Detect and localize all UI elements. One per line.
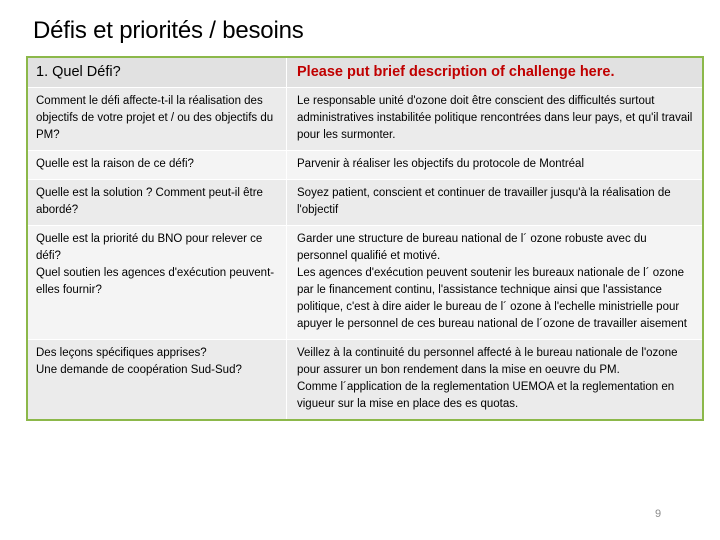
question-cell: Des leçons spécifiques apprises? Une demande de coopération Sud-Sud? bbox=[27, 340, 287, 421]
question-cell: Quelle est la raison de ce défi? bbox=[27, 151, 287, 180]
answer-cell: Soyez patient, conscient et continuer de travailler jusqu'à la réalisation de l'objectif bbox=[287, 180, 704, 226]
answer-cell: Garder une structure de bureau national de l´ ozone robuste avec du personnel qualifié et motivé. Les agences d'exécution peuvent soutenir les bureaux nationale de l´ ozone par le financement continu, l'assistance technique ainsi que l'assistance politique, c'est à dire aider le bureau de l´ ozone à l'echelle ministrielle pour apuyer le personnel de ces bureau national de l´ozone de travailler aisement bbox=[287, 226, 704, 340]
table-row bbox=[27, 151, 703, 180]
header-question-cell: 1. Quel Défi? bbox=[27, 57, 287, 88]
answer-cell: Parvenir à réaliser les objectifs du protocole de Montréal bbox=[287, 151, 704, 180]
table-row bbox=[27, 226, 703, 340]
page-number: 9 bbox=[655, 508, 662, 520]
answer-cell: Veillez à la continuité du personnel affecté à le bureau nationale de l'ozone pour assurer un bon rendement dans la mise en oeuvre du PM. Comme l´application de la reglementation UEMOA et la reglementation en vigueur sur la mise en place des es quotas. bbox=[287, 340, 704, 421]
page-title: Défis et priorités / besoins bbox=[33, 17, 304, 44]
question-cell: Quelle est la solution ? Comment peut-il être abordé? bbox=[27, 180, 287, 226]
question-cell: Comment le défi affecte-t-il la réalisation des objectifs de votre projet et / ou des objectifs du PM? bbox=[27, 88, 287, 151]
challenges-table bbox=[26, 56, 704, 421]
header-answer-cell: Please put brief description of challenge here. bbox=[287, 57, 704, 88]
table-row bbox=[27, 180, 703, 226]
table-row bbox=[27, 88, 703, 151]
table-row bbox=[27, 340, 703, 421]
question-cell: Quelle est la priorité du BNO pour relever ce défi? Quel soutien les agences d'exécution peuvent-elles fournir? bbox=[27, 226, 287, 340]
table-header-row bbox=[27, 57, 703, 88]
answer-cell: Le responsable unité d'ozone doit être conscient des difficultés surtout administratives instabilitée politique rencontrées dans leur pays, et qu'il travail pour les surmonter. bbox=[287, 88, 704, 151]
